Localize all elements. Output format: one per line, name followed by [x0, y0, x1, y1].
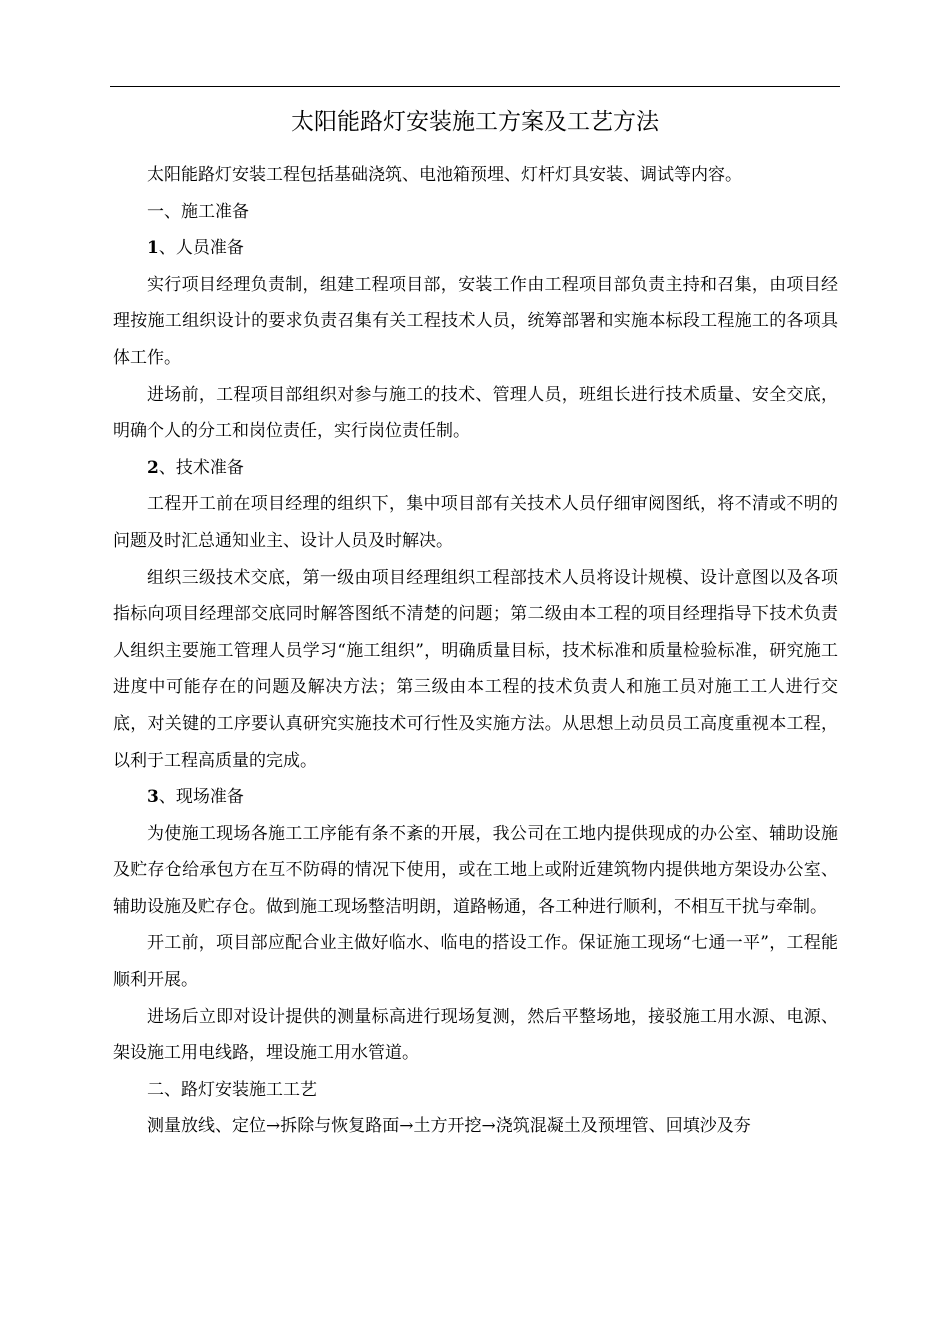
- paragraph-site-facilities: 为使施工现场各施工工序能有条不紊的开展，我公司在工地内提供现成的办公室、辅助设施及贮存仓给承包方在互不防碍的情况下使用，或在工地上或附近建筑物内提供地方架设办公室、辅助设施及贮存仓。做到施工现场整洁明朗，道路畅通，各工种进行顺利，不相互干扰与牵制。: [113, 823, 838, 917]
- subheading-label: 、现场准备: [158, 787, 244, 808]
- subheading-number: 3: [147, 787, 159, 808]
- subheading-label: 、人员准备: [158, 238, 244, 259]
- paragraph-manager-responsibility: 实行项目经理负责制，组建工程项目部，安装工作由工程项目部负责主持和召集，由项目经理按施工组织设计的要求负责召集有关工程技术人员，统筹部署和实施本标段工程施工的各项具体工作。: [113, 274, 838, 368]
- subheading-number: 2: [147, 457, 159, 478]
- subheading-personnel: [113, 230, 838, 267]
- paragraph-survey: 进场后立即对设计提供的测量标高进行现场复测，然后平整场地，接驳施工用水源、电源、架设施工用电线路，埋设施工用水管道。: [113, 1006, 838, 1064]
- section-heading-preparation: 一、施工准备: [147, 201, 249, 222]
- subheading-site: [113, 779, 838, 816]
- paragraph-water-power: 开工前，项目部应配合业主做好临水、临电的搭设工作。保证施工现场“七通一平”，工程能顺利开展。: [113, 933, 838, 991]
- paragraph-safety-briefing: 进场前，工程项目部组织对参与施工的技术、管理人员，班组长进行技术质量、安全交底，明确个人的分工和岗位责任，实行岗位责任制。: [113, 384, 838, 442]
- document-title: 太阳能路灯安装施工方案及工艺方法: [291, 109, 659, 135]
- section-heading-installation: 二、路灯安装施工工艺: [147, 1079, 317, 1100]
- intro-paragraph: 太阳能路灯安装工程包括基础浇筑、电池箱预埋、灯杆灯具安装、调试等内容。: [147, 165, 742, 185]
- document-body: [113, 157, 838, 1145]
- subheading-technical: [113, 450, 838, 487]
- subheading-number: 1: [147, 238, 159, 259]
- paragraph-three-level-briefing: 组织三级技术交底，第一级由项目经理组织工程部技术人员将设计规模、设计意图以及各项指标向项目经理部交底同时解答图纸不清楚的问题；第二级由本工程的项目经理指导下技术负责人组织主要施工管理人员学习“施工组织”，明确质量目标，技术标准和质量检验标准，研究施工进度中可能存在的问题及解决方法；第三级由本工程的技术负责人和施工员对施工工人进行交底，对关键的工序要认真研究实施技术可行性及实施方法。从思想上动员员工高度重视本工程，以利于工程高质量的完成。: [113, 567, 838, 771]
- header-rule: [110, 86, 840, 87]
- paragraph-drawing-review: 工程开工前在项目经理的组织下，集中项目部有关技术人员仔细审阅图纸，将不清或不明的问题及时汇总通知业主、设计人员及时解决。: [113, 494, 838, 551]
- subheading-label: 、技术准备: [158, 457, 244, 478]
- paragraph-process-flow: 测量放线、定位→拆除与恢复路面→土方开挖→浇筑混凝土及预埋管、回填沙及夯: [147, 1116, 751, 1137]
